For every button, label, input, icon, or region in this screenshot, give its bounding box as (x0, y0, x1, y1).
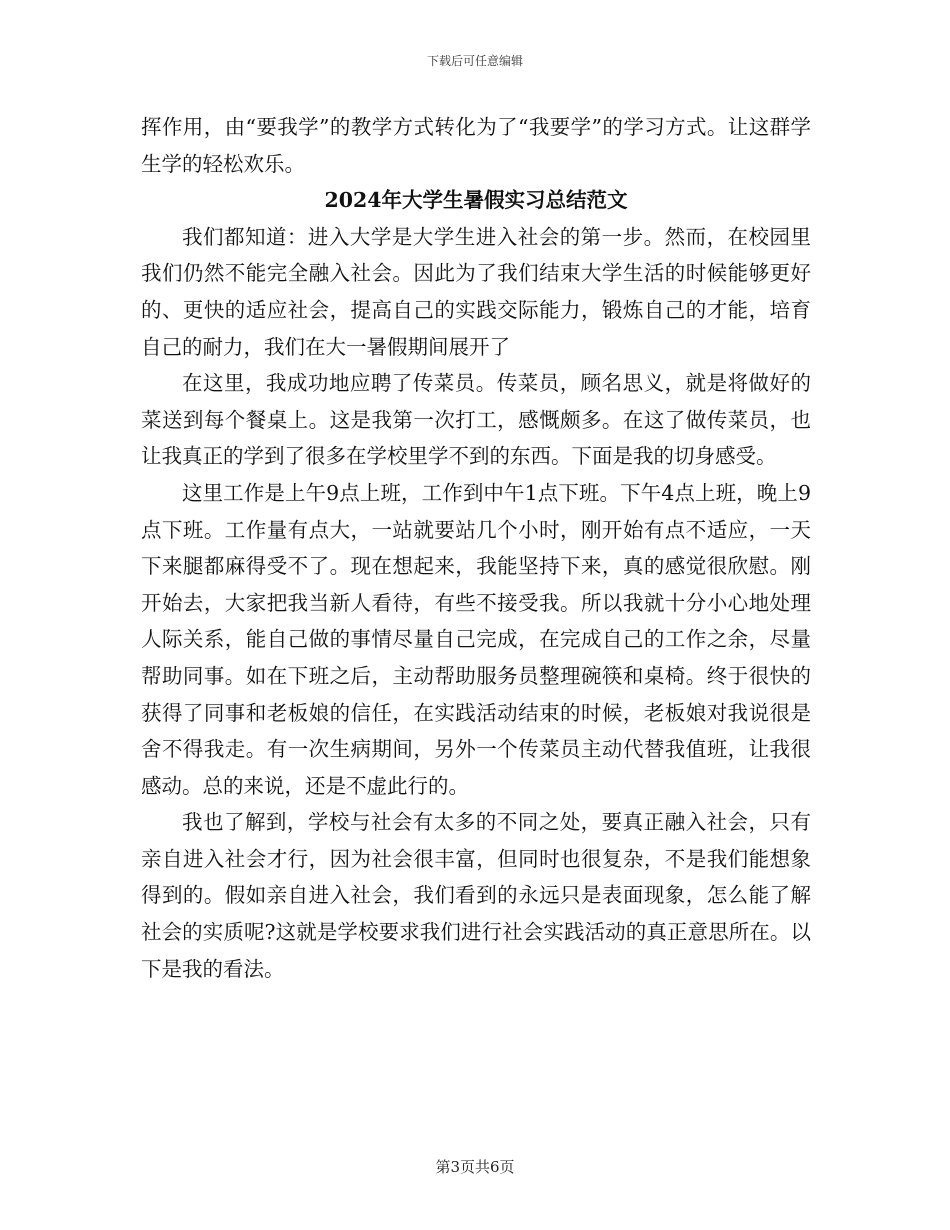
body-paragraph-4: 我也了解到，学校与社会有太多的不同之处，要真正融入社会，只有亲自进入社会才行，因为社会很丰富，但同时也很复杂，不是我们能想象得到的。假如亲自进入社会，我们看到的永远只是表面现象，怎么能了解社会的实质呢?这就是学校要求我们进行社会实践活动的真正意思所在。以下是我的看法。 (141, 810, 811, 981)
body-paragraph-1: 我们都知道：进入大学是大学生进入社会的第一步。然而，在校园里我们仍然不能完全融入社会。因此为了我们结束大学生活的时候能够更好的、更快的适应社会，提高自己的实践交际能力，锻炼自己的才能，培育自己的耐力，我们在大一暑假期间展开了 (141, 224, 811, 359)
document-body (141, 109, 811, 987)
body-paragraph-2: 在这里，我成功地应聘了传菜员。传菜员，顾名思义，就是将做好的菜送到每个餐桌上。这是我第一次打工，感慨颇多。在这了做传菜员，也让我真正的学到了很多在学校里学不到的东西。下面是我的切身感受。 (141, 371, 811, 469)
lead-paragraph: 挥作用，由“要我学”的教学方式转化为了“我要学”的学习方式。让这群学生学的轻松欢乐。 (141, 115, 811, 176)
body-paragraph-3: 这里工作是上午9点上班，工作到中午1点下班。下午4点上班，晚上9点下班。工作量有点大，一站就要站几个小时，刚开始有点不适应，一天下来腿都麻得受不了。现在想起来，我能坚持下来，真的感觉很欣慰。刚开始去，大家把我当新人看待，有些不接受我。所以我就十分小心地处理人际关系，能自己做的事情尽量自己完成，在完成自己的工作之余，尽量帮助同事。如在下班之后，主动帮助服务员整理碗筷和桌椅。终于很快的获得了同事和老板娘的信任，在实践活动结束的时候，老板娘对我说很是舍不得我走。有一次生病期间，另外一个传菜员主动代替我值班，让我很感动。总的来说，还是不虚此行的。 (141, 480, 811, 798)
page-header: 下载后可任意编辑 (426, 54, 523, 68)
page-footer: 第3页共6页 (435, 1158, 515, 1176)
document-title: 2024年大学生暑假实习总结范文 (324, 188, 628, 213)
